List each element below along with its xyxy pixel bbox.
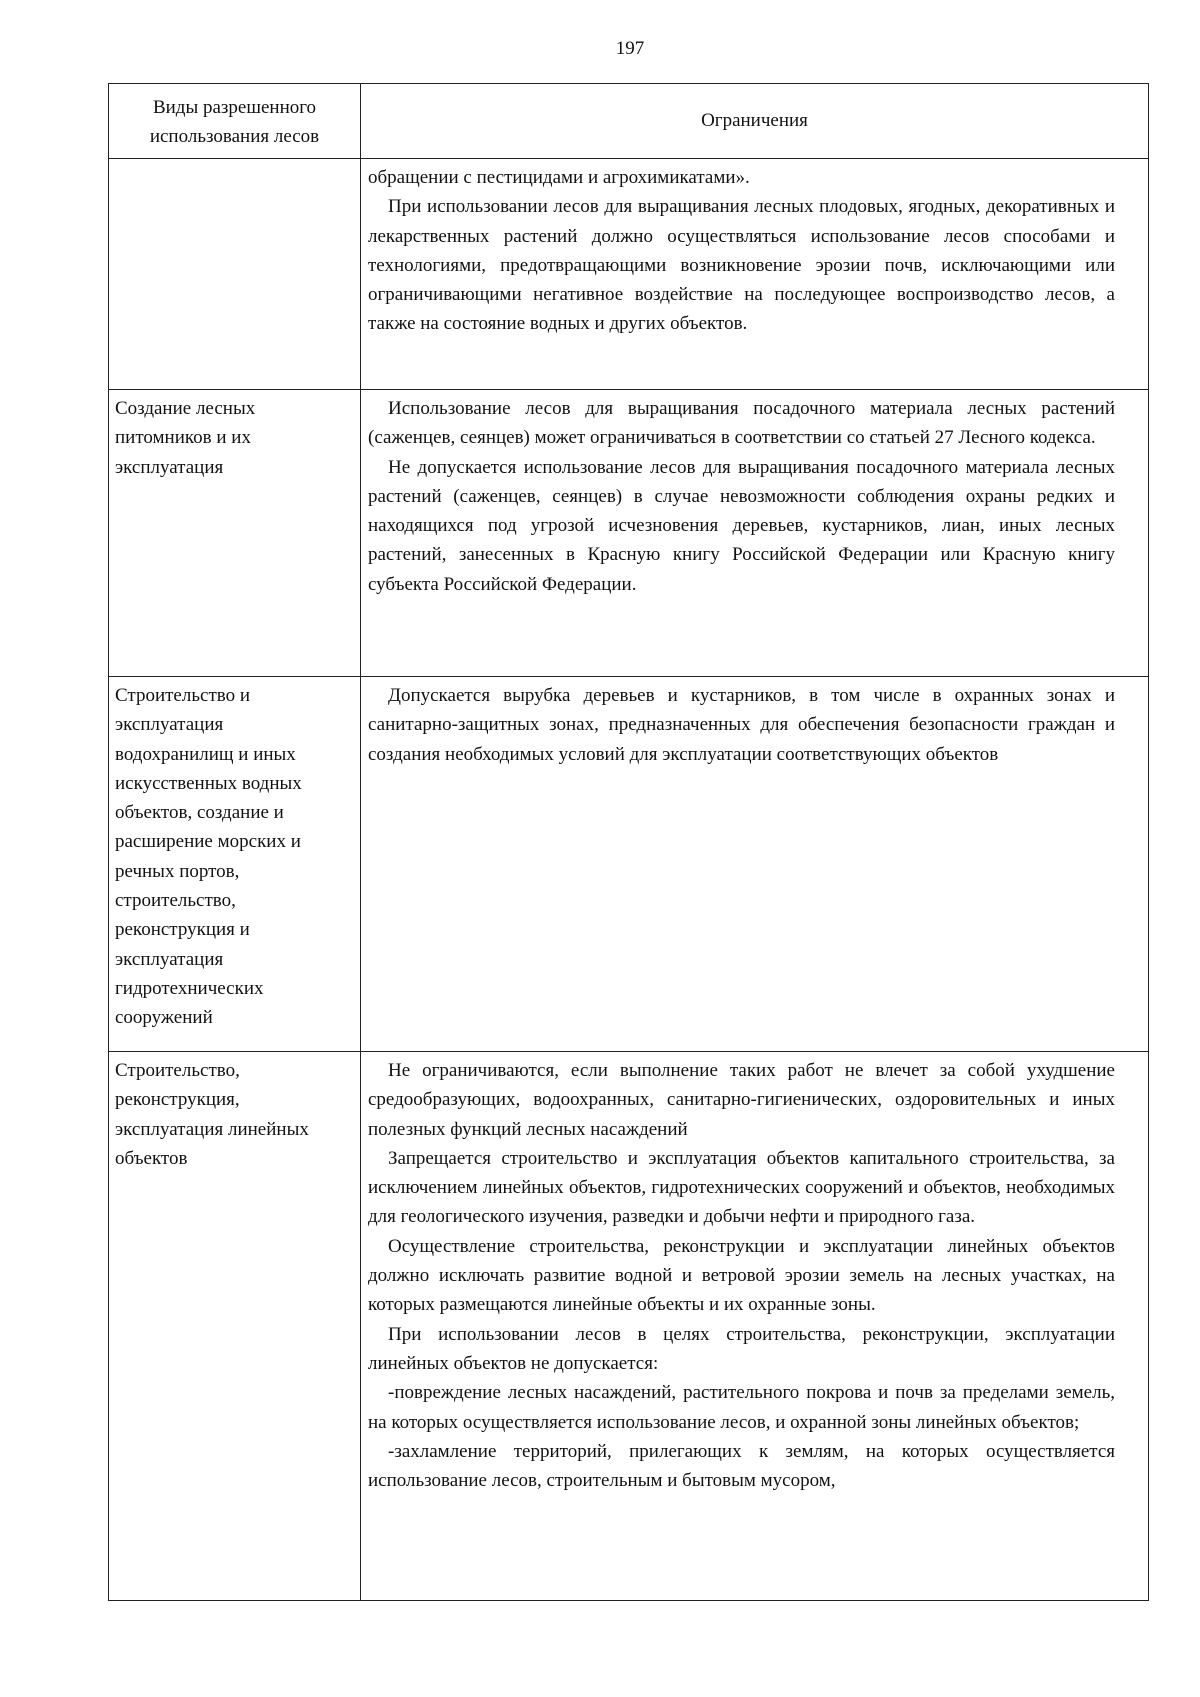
header-use-types-label: Виды разрешенного использования лесов [149,96,320,147]
use-type-label: Строительство, реконструкция, эксплуатация линейных объектов [115,1060,309,1169]
use-type-cell [109,390,361,677]
restrictions-cell [361,390,1149,677]
table-header-row [109,84,1149,159]
use-type-label: Создание лесных питомников и их эксплуатация [115,398,256,478]
restrictions-cell [361,1052,1149,1601]
restrictions-table [108,83,1149,1601]
restriction-paragraph: При использовании лесов для выращивания лесных плодовых, ягодных, декоративных и лекарственных растений должно осуществляться использование лесов способами и технологиями, предотвращающими возникновение эрозии почв, исключающими или ограничивающими негативное воздействие на последующее воспроизводство лесов, а также на состояние водных и других объектов. [368,196,1115,335]
restriction-paragraph: Запрещается строительство и эксплуатация объектов капитального строительства, за исключением линейных объектов, гидротехнических сооружений и объектов, необходимых для геологического изучения, разведки и добычи нефти и природного газа. [368,1147,1115,1228]
use-type-cell [109,677,361,1052]
restriction-paragraph: Не допускается использование лесов для выращивания посадочного материала лесных растений (саженцев, сеянцев) в случае невозможности соблюдения охраны редких и находящихся под угрозой исчезновения деревьев, кустарников, лиан, иных лесных растений, занесенных в Красную книгу Российской Федерации или Красную книгу субъекта Российской Федерации. [368,456,1115,595]
restriction-paragraph: обращении с пестицидами и агрохимикатами». [368,167,750,188]
restriction-paragraph: Не ограничиваются, если выполнение таких работ не влечет за собой ухудшение средообразующих, водоохранных, санитарно-гигиенических, оздоровительных и иных полезных функций лесных насаждений [368,1060,1115,1140]
use-type-cell [109,159,361,390]
table-row [109,390,1149,677]
restriction-paragraph: -повреждение лесных насаждений, растительного покрова и почв за пределами земель, на которых осуществляется использование лесов, и охранной зоны линейных объектов; [368,1382,1115,1433]
restriction-paragraph: Допускается вырубка деревьев и кустарников, в том числе в охранных зонах и санитарно-защитных зонах, предназначенных для обеспечения безопасности граждан и создания необходимых условий для эксплуатации соответствующих объектов [368,685,1115,765]
use-type-cell [109,1052,361,1601]
restriction-paragraph: -захламление территорий, прилегающих к землям, на которых осуществляется использование лесов, строительным и бытовым мусором, [368,1440,1115,1492]
header-restrictions: Ограничения [361,84,1149,159]
table-row [109,677,1149,1052]
restriction-paragraph: Использование лесов для выращивания посадочного материала лесных растений (саженцев, сеянцев) может ограничиваться в соответствии со статьей 27 Лесного кодекса. [368,398,1115,449]
table-row [109,1052,1149,1601]
restrictions-cell [361,677,1149,1052]
restriction-paragraph: Осуществление строительства, реконструкции и эксплуатации линейных объектов должно исключать развитие водной и ветровой эрозии земель на лесных участках, на которых размещаются линейные объекты и их охранные зоны. [368,1235,1115,1316]
restrictions-cell [361,159,1149,390]
header-use-types [109,84,361,159]
page-number: 197 [615,38,645,59]
table-row [109,159,1149,390]
use-type-label: Строительство и эксплуатация водохранилищ и иных искусственных водных объектов, создание и расширение морских и речных портов, строительство, реконструкция и эксплуатация гидротехнических сооружений [115,685,302,1029]
restriction-paragraph: При использовании лесов в целях строительства, реконструкции, эксплуатации линейных объектов не допускается: [368,1323,1115,1374]
